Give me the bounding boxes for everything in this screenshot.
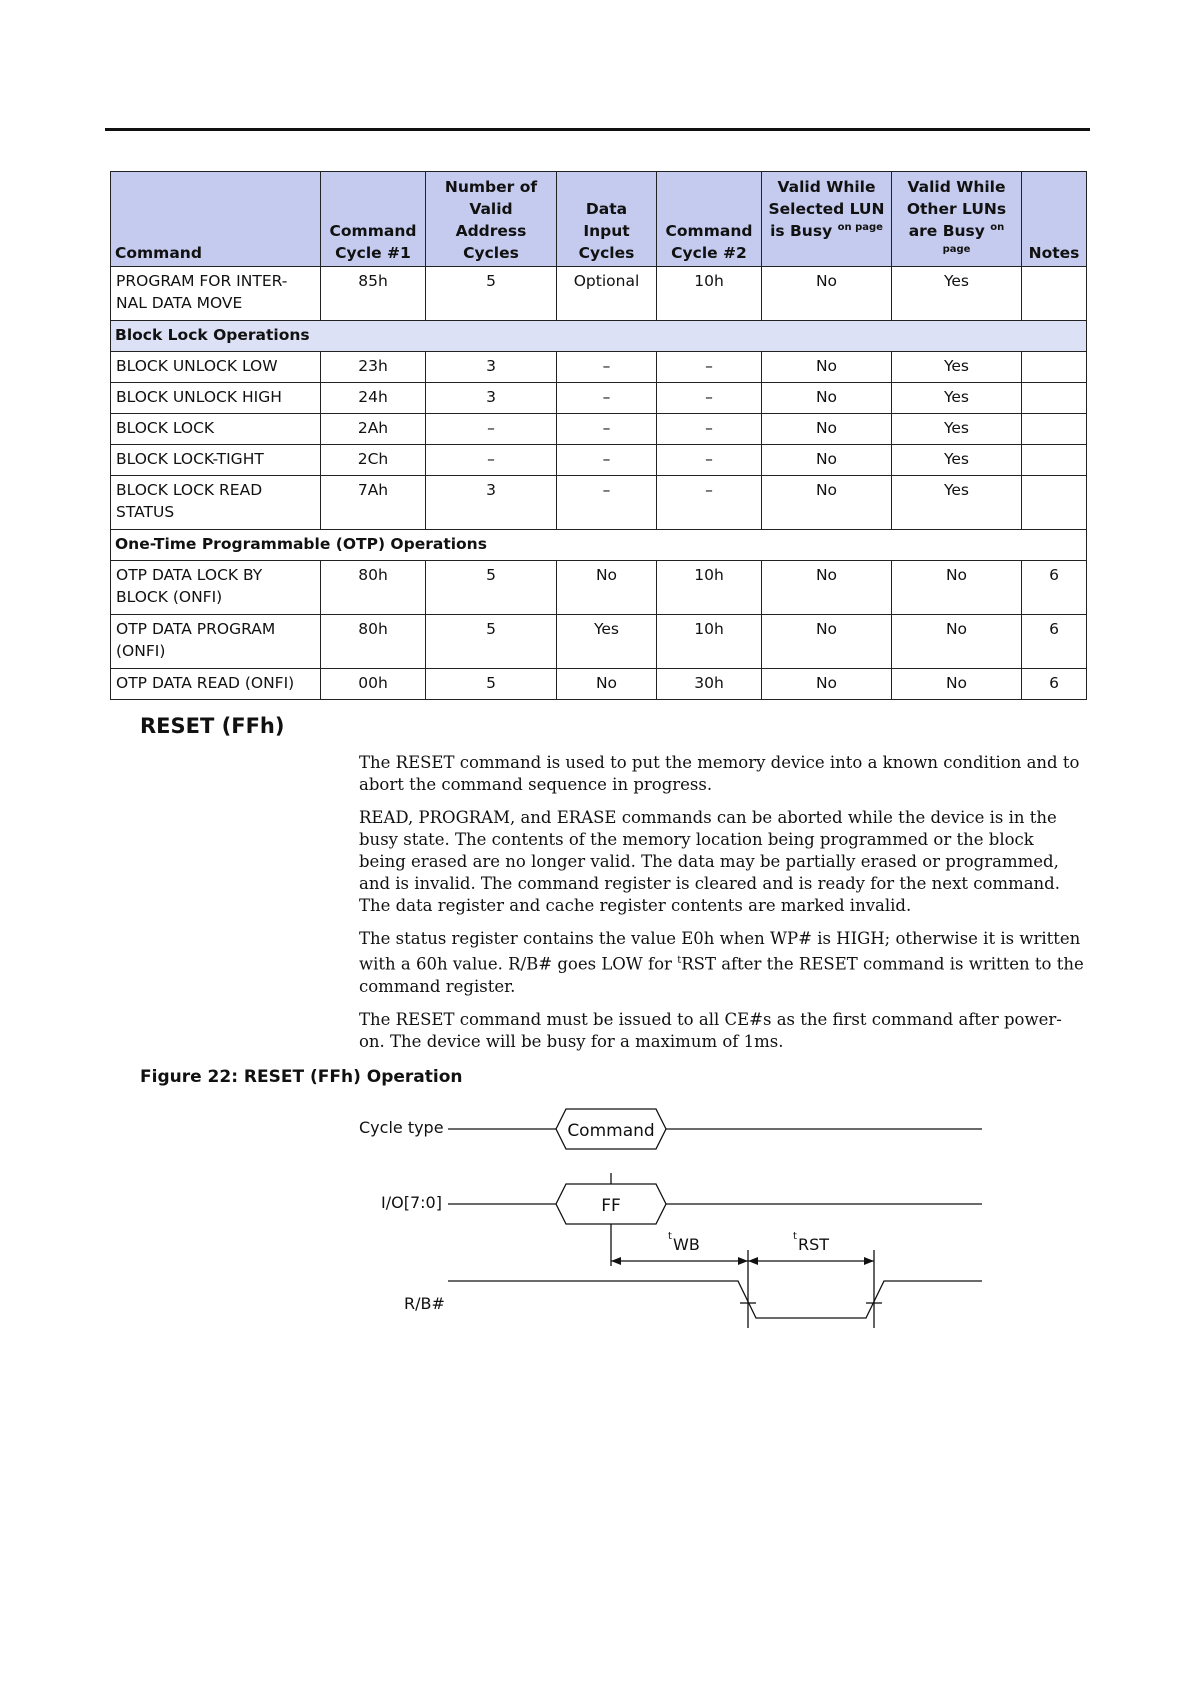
cell-command: BLOCK LOCK <box>111 414 321 445</box>
cell-cycle2: 30h <box>657 669 762 700</box>
cell-command: OTP DATA PROGRAM (ONFI) <box>111 615 321 669</box>
cell-other-luns-busy: No <box>892 669 1022 700</box>
twb-label: WB <box>673 1235 700 1254</box>
cell-cycle2: – <box>657 445 762 476</box>
cell-address-cycles: – <box>426 414 557 445</box>
figure-caption: Figure 22: RESET (FFh) Operation <box>140 1067 463 1087</box>
cell-selected-lun-busy: No <box>762 615 892 669</box>
cell-data-input: – <box>557 445 657 476</box>
cell-address-cycles: 5 <box>426 669 557 700</box>
cell-selected-lun-busy: No <box>762 561 892 615</box>
cell-selected-lun-busy: No <box>762 476 892 530</box>
cell-address-cycles: 5 <box>426 615 557 669</box>
cell-other-luns-busy: Yes <box>892 352 1022 383</box>
cell-cycle1: 2Ah <box>321 414 426 445</box>
cell-address-cycles: 3 <box>426 383 557 414</box>
cell-data-input: Yes <box>557 615 657 669</box>
trst-label: RST <box>798 1235 830 1254</box>
trst-arrowhead-right <box>864 1257 874 1265</box>
header-notes: Notes <box>1022 172 1087 267</box>
cell-cycle1: 2Ch <box>321 445 426 476</box>
cell-data-input: – <box>557 352 657 383</box>
cell-cycle2: – <box>657 352 762 383</box>
trst-arrowhead-left <box>748 1257 758 1265</box>
cell-notes: 6 <box>1022 561 1087 615</box>
section-title: Block Lock Operations <box>111 321 1087 352</box>
cell-selected-lun-busy: No <box>762 669 892 700</box>
cell-selected-lun-busy: No <box>762 445 892 476</box>
header-command-cycle-1: Command Cycle #1 <box>321 172 426 267</box>
cell-other-luns-busy: Yes <box>892 414 1022 445</box>
cell-other-luns-busy: Yes <box>892 476 1022 530</box>
cell-command: BLOCK UNLOCK LOW <box>111 352 321 383</box>
cell-address-cycles: 3 <box>426 476 557 530</box>
cell-selected-lun-busy: No <box>762 267 892 321</box>
header-selected-lun-busy: Valid While Selected LUN is Busy $^{on page}$ <box>762 172 892 267</box>
cell-command: OTP DATA LOCK BY BLOCK (ONFI) <box>111 561 321 615</box>
paragraph: The RESET command must be issued to all CE#s as the first command after power-on. The device will be busy for a maximum of 1ms. <box>359 1009 1062 1051</box>
cell-command: PROGRAM FOR INTER- NAL DATA MOVE <box>111 267 321 321</box>
cell-selected-lun-busy: No <box>762 352 892 383</box>
io-label: I/O[7:0] <box>381 1193 442 1212</box>
section-title: One-Time Programmable (OTP) Operations <box>111 530 1087 561</box>
cell-selected-lun-busy: No <box>762 414 892 445</box>
cell-cycle2: 10h <box>657 615 762 669</box>
cell-data-input: No <box>557 561 657 615</box>
cell-address-cycles: – <box>426 445 557 476</box>
rb-waveform <box>448 1281 982 1318</box>
rb-label: R/B# <box>404 1294 445 1313</box>
twb-arrowhead-right <box>738 1257 748 1265</box>
command-box-label: Command <box>567 1121 655 1141</box>
cell-selected-lun-busy: No <box>762 383 892 414</box>
header-data-input-cycles: Data Input Cycles <box>557 172 657 267</box>
section-heading: RESET (FFh) <box>140 714 285 738</box>
cell-notes: 6 <box>1022 669 1087 700</box>
cell-cycle1: 24h <box>321 383 426 414</box>
cell-cycle2: 10h <box>657 561 762 615</box>
cell-cycle1: 80h <box>321 561 426 615</box>
cell-other-luns-busy: Yes <box>892 267 1022 321</box>
cell-cycle1: 80h <box>321 615 426 669</box>
cell-data-input: – <box>557 476 657 530</box>
cell-cycle2: 10h <box>657 267 762 321</box>
header-command-cycle-2: Command Cycle #2 <box>657 172 762 267</box>
ff-box-label: FF <box>601 1196 621 1216</box>
cell-address-cycles: 5 <box>426 267 557 321</box>
cell-other-luns-busy: Yes <box>892 445 1022 476</box>
cycle-type-label: Cycle type <box>359 1118 444 1137</box>
cell-other-luns-busy: No <box>892 615 1022 669</box>
cell-command: OTP DATA READ (ONFI) <box>111 669 321 700</box>
cell-other-luns-busy: Yes <box>892 383 1022 414</box>
cell-command: BLOCK UNLOCK HIGH <box>111 383 321 414</box>
cell-command: BLOCK LOCK READ STATUS <box>111 476 321 530</box>
header-command: Command <box>111 172 321 267</box>
cell-data-input: Optional <box>557 267 657 321</box>
header-address-cycles: Number of Valid Address Cycles <box>426 172 557 267</box>
cell-other-luns-busy: No <box>892 561 1022 615</box>
paragraph: The status register contains the value E0h when WP# is HIGH; otherwise it is written with a 60h value. R/B# goes LOW for $^t$RST after the RESET command is written to the command register. <box>359 929 1084 996</box>
cell-address-cycles: 5 <box>426 561 557 615</box>
twb-prefix: t <box>668 1231 672 1242</box>
cell-cycle2: – <box>657 383 762 414</box>
cell-cycle1: 23h <box>321 352 426 383</box>
cell-data-input: – <box>557 414 657 445</box>
cell-address-cycles: 3 <box>426 352 557 383</box>
cell-cycle1: 7Ah <box>321 476 426 530</box>
cell-cycle2: – <box>657 476 762 530</box>
paragraph: READ, PROGRAM, and ERASE commands can be aborted while the device is in the busy state. The contents of the memory location being programmed or the block being erased are no longer valid. The data may be partially erased or programmed, and is invalid. The command register is cleared and is ready for the next command. The data register and cache register contents are marked invalid. <box>359 808 1060 915</box>
twb-arrowhead-left <box>611 1257 621 1265</box>
paragraph: The RESET command is used to put the memory device into a known condition and to abort the command sequence in progress. <box>359 753 1080 794</box>
cell-command: BLOCK LOCK-TIGHT <box>111 445 321 476</box>
trst-prefix: t <box>793 1231 797 1242</box>
cell-notes: 6 <box>1022 615 1087 669</box>
header-other-luns-busy: Valid While Other LUNs are Busy $^{on}$ $^{page}$ <box>892 172 1022 267</box>
cell-data-input: No <box>557 669 657 700</box>
cell-cycle2: – <box>657 414 762 445</box>
cell-cycle1: 85h <box>321 267 426 321</box>
cell-cycle1: 00h <box>321 669 426 700</box>
cell-data-input: – <box>557 383 657 414</box>
